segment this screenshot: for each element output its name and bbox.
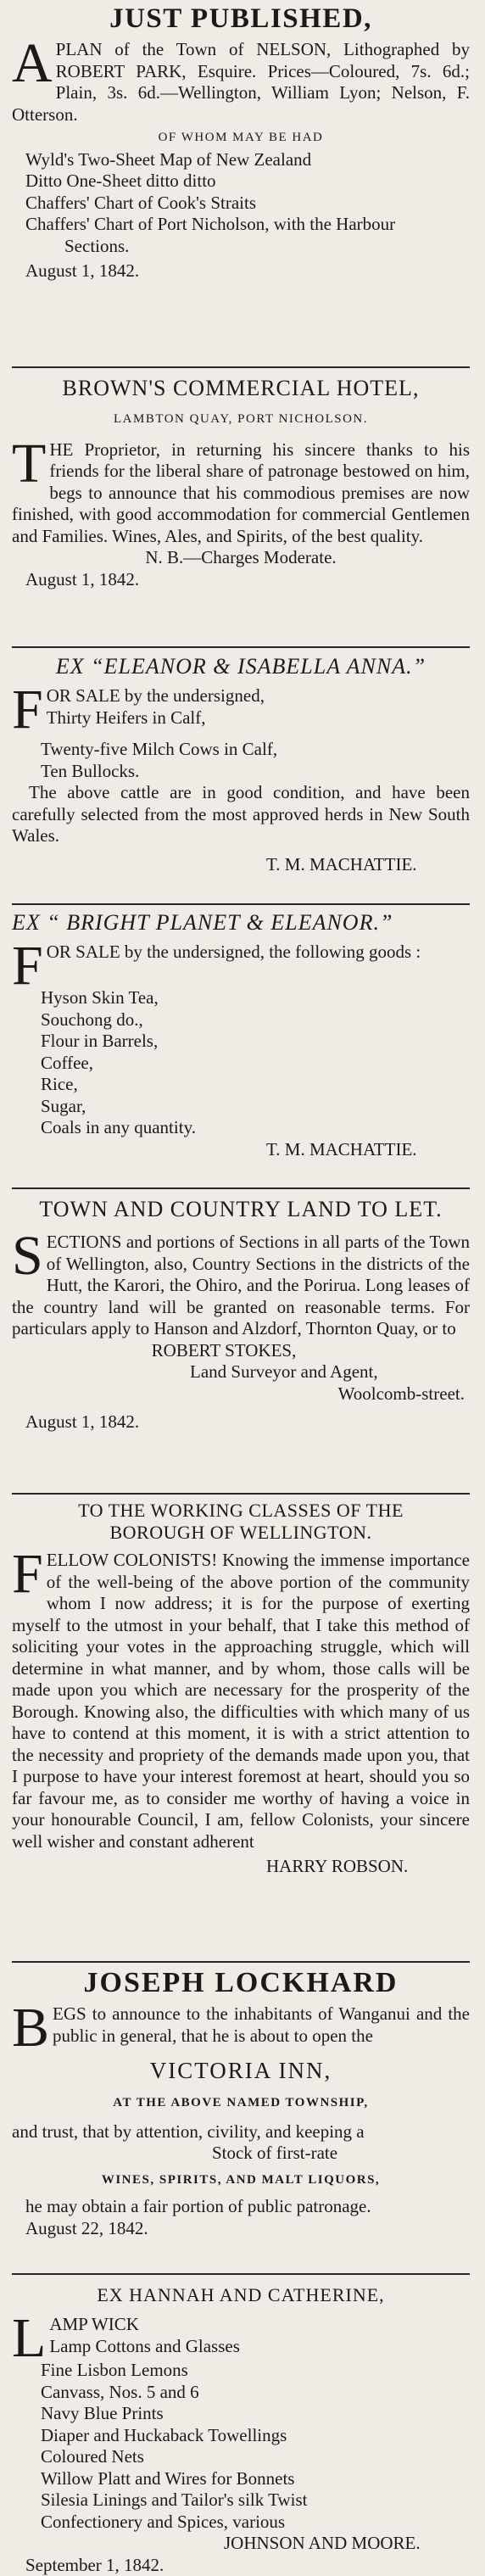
ad5-date: August 1, 1842. (12, 1411, 470, 1433)
divider (12, 366, 470, 368)
ad4-item-3: Coffee, (12, 1053, 470, 1075)
ad4-drop-cap: F (12, 943, 43, 989)
ad7-date: August 22, 1842. (12, 2218, 470, 2240)
ad2-drop-cap: T (12, 441, 46, 487)
ad1-heading: JUST PUBLISHED, (12, 2, 470, 36)
ad1-item-3: Chaffers' Chart of Port Nicholson, with the Harbour (12, 214, 470, 236)
ad3-item-0: Thirty Heifers in Calf, (12, 707, 470, 729)
ad6-drop-cap: F (12, 1551, 43, 1597)
ad4-item-0: Hyson Skin Tea, (12, 987, 470, 1009)
ad8-date: September 1, 1842. (12, 2555, 470, 2576)
ad-eleanor-isabella (12, 653, 470, 875)
ad8-item-5: Coloured Nets (12, 2446, 470, 2468)
ad7-drop-cap: B (12, 2005, 49, 2051)
ad5-heading: TOWN AND COUNTRY LAND TO LET. (12, 1196, 470, 1223)
divider (12, 646, 470, 648)
ad1-item-cont: Sections. (12, 236, 470, 258)
ad4-signature: T. M. MACHATTIE. (12, 1139, 470, 1161)
ad1-item-2: Chaffers' Chart of Cook's Straits (12, 193, 470, 215)
ad6-body: ELLOW COLONISTS! Knowing the immense importance of the well-being of the above portion of the community whom I now address; it is for the purpose of exerting myself to the utmost in your behalf, that I take this method of soliciting your votes in the approaching struggle, which will determine in what manner, and by whom, those calls will be made upon you which are necessary for the prosperity of the Borough. Knowing also, the difficulties with which many of us have to contend at this moment, it is with a strict attention to the necessity and propriety of the demands made upon you, that I purpose to have your interest foremost at heart, should you so far favour me, as to consider me worthy of having a voice in your honourable Council, I am, fellow Colonists, your sincere well wisher and constant adherent (12, 1550, 470, 1852)
ad1-body: PLAN of the Town of NELSON, Lithographed by ROBERT PARK, Esquire. Prices—Coloured, 7s. 6d.; Plain, 3s. 6d.—Wellington, William Lyon; Nelson, F. Otterson. (12, 39, 470, 125)
ad5-body: ECTIONS and portions of Sections in all parts of the Town of Wellington, also, Country Sections in the districts of the Hutt, the Karori, the Ohiro, and the Porirua. Long leases of the country land will be granted on reasonable terms. For particulars apply to Hanson and Alzdorf, Thornton Quay, or to (12, 1232, 470, 1338)
ad6-signature: HARRY ROBSON. (12, 1856, 470, 1878)
ad4-item-5: Sugar, (12, 1096, 470, 1118)
ad-joseph-lockhard (12, 1966, 470, 2239)
ad-working-classes (12, 1500, 470, 1878)
ad3-body: The above cattle are in good condition, and have been carefully selected from the most approved herds in New South Wales. (12, 782, 470, 847)
ad2-body: HE Proprietor, in returning his sincere thanks to his friends for the liberal share of patronage bestowed on him, begs to announce that his commodious premises are now finished, with good accommodation for commercial Gentlemen and Families. Wines, Ales, and Spirits, of the best quality. (12, 439, 470, 546)
ad8-item-4: Diaper and Huckaback Towellings (12, 2425, 470, 2447)
divider (12, 1187, 470, 1189)
ad3-lead: OR SALE by the undersigned, (47, 685, 265, 706)
divider (12, 1961, 470, 1963)
ad-just-published (12, 2, 470, 282)
ad4-lead: OR SALE by the undersigned, the following goods : (47, 942, 421, 962)
ad-browns-hotel (12, 375, 470, 590)
ad5-name: ROBERT STOKES, (12, 1340, 470, 1362)
ad8-item-8: Confectionery and Spices, various (12, 2512, 470, 2534)
ad1-item-0: Wyld's Two-Sheet Map of New Zealand (12, 149, 470, 171)
ad2-sub: LAMBTON QUAY, PORT NICHOLSON. (12, 409, 470, 431)
ad1-date: August 1, 1842. (12, 260, 470, 282)
ad8-item-1: Fine Lisbon Lemons (12, 2360, 470, 2382)
ad8-item-7: Silesia Linings and Tailor's silk Twist (12, 2489, 470, 2512)
ad7-stock: Stock of first-rate (12, 2143, 470, 2165)
ad7-body: EGS to announce to the inhabitants of Wanganui and the public in general, that he is about to open the (53, 2003, 470, 2046)
ad3-signature: T. M. MACHATTIE. (12, 854, 470, 876)
divider (12, 2273, 470, 2275)
ad6-heading-2: BOROUGH OF WELLINGTON. (12, 1522, 470, 1544)
ad2-note: N. B.—Charges Moderate. (12, 547, 470, 569)
ad8-item-6: Willow Platt and Wires for Bonnets (12, 2468, 470, 2490)
ad8-item-2: Canvass, Nos. 5 and 6 (12, 2382, 470, 2404)
ad6-heading-1: TO THE WORKING CLASSES OF THE (12, 1500, 470, 1522)
ad4-item-1: Souchong do., (12, 1009, 470, 1031)
ad2-heading: BROWN'S COMMERCIAL HOTEL, (12, 375, 470, 402)
ad3-item-2: Ten Bullocks. (12, 761, 470, 783)
ad-bright-planet (12, 909, 470, 1160)
ad4-item-2: Flour in Barrels, (12, 1031, 470, 1053)
ad7-body3: he may obtain a fair portion of public patronage. (12, 2196, 470, 2218)
ad7-heading: JOSEPH LOCKHARD (12, 1966, 470, 2000)
ad-hannah-catherine (12, 2282, 470, 2576)
ad7-sub: AT THE ABOVE NAMED TOWNSHIP, (12, 2093, 470, 2115)
ad8-heading: EX HANNAH AND CATHERINE, (12, 2282, 470, 2309)
ad4-heading: EX “ BRIGHT PLANET & ELEANOR.” (12, 909, 470, 936)
divider (12, 903, 470, 905)
ad7-inn: VICTORIA INN, (12, 2055, 470, 2086)
ad1-sub: OF WHOM MAY BE HAD (12, 127, 470, 149)
ad3-item-1: Twenty-five Milch Cows in Calf, (12, 739, 470, 761)
ad8-lead: AMP WICK (49, 2314, 139, 2334)
ad1-drop-cap: A (12, 41, 53, 87)
ad3-drop-cap: F (12, 687, 43, 733)
ad5-address: Woolcomb-street. (12, 1383, 470, 1405)
ad3-heading: EX “ELEANOR & ISABELLA ANNA.” (12, 653, 470, 680)
divider (12, 1493, 470, 1495)
ad-land-to-let (12, 1196, 470, 1433)
ad5-title: Land Surveyor and Agent, (12, 1361, 470, 1383)
ad7-wines: WINES, SPIRITS, AND MALT LIQUORS, (12, 2170, 470, 2192)
ad1-item-1: Ditto One-Sheet ditto ditto (12, 170, 470, 193)
ad7-body2: and trust, that by attention, civility, and keeping a (12, 2121, 470, 2143)
ad8-signature: JOHNSON AND MOORE. (12, 2533, 470, 2555)
ad4-item-4: Rice, (12, 1074, 470, 1096)
ad2-date: August 1, 1842. (12, 569, 470, 591)
ad5-drop-cap: S (12, 1233, 43, 1279)
ad8-drop-cap: L (12, 2316, 46, 2361)
ad8-item-3: Navy Blue Prints (12, 2403, 470, 2425)
ad4-item-6: Coals in any quantity. (12, 1117, 470, 1139)
ad8-item-0: Lamp Cottons and Glasses (12, 2336, 470, 2358)
